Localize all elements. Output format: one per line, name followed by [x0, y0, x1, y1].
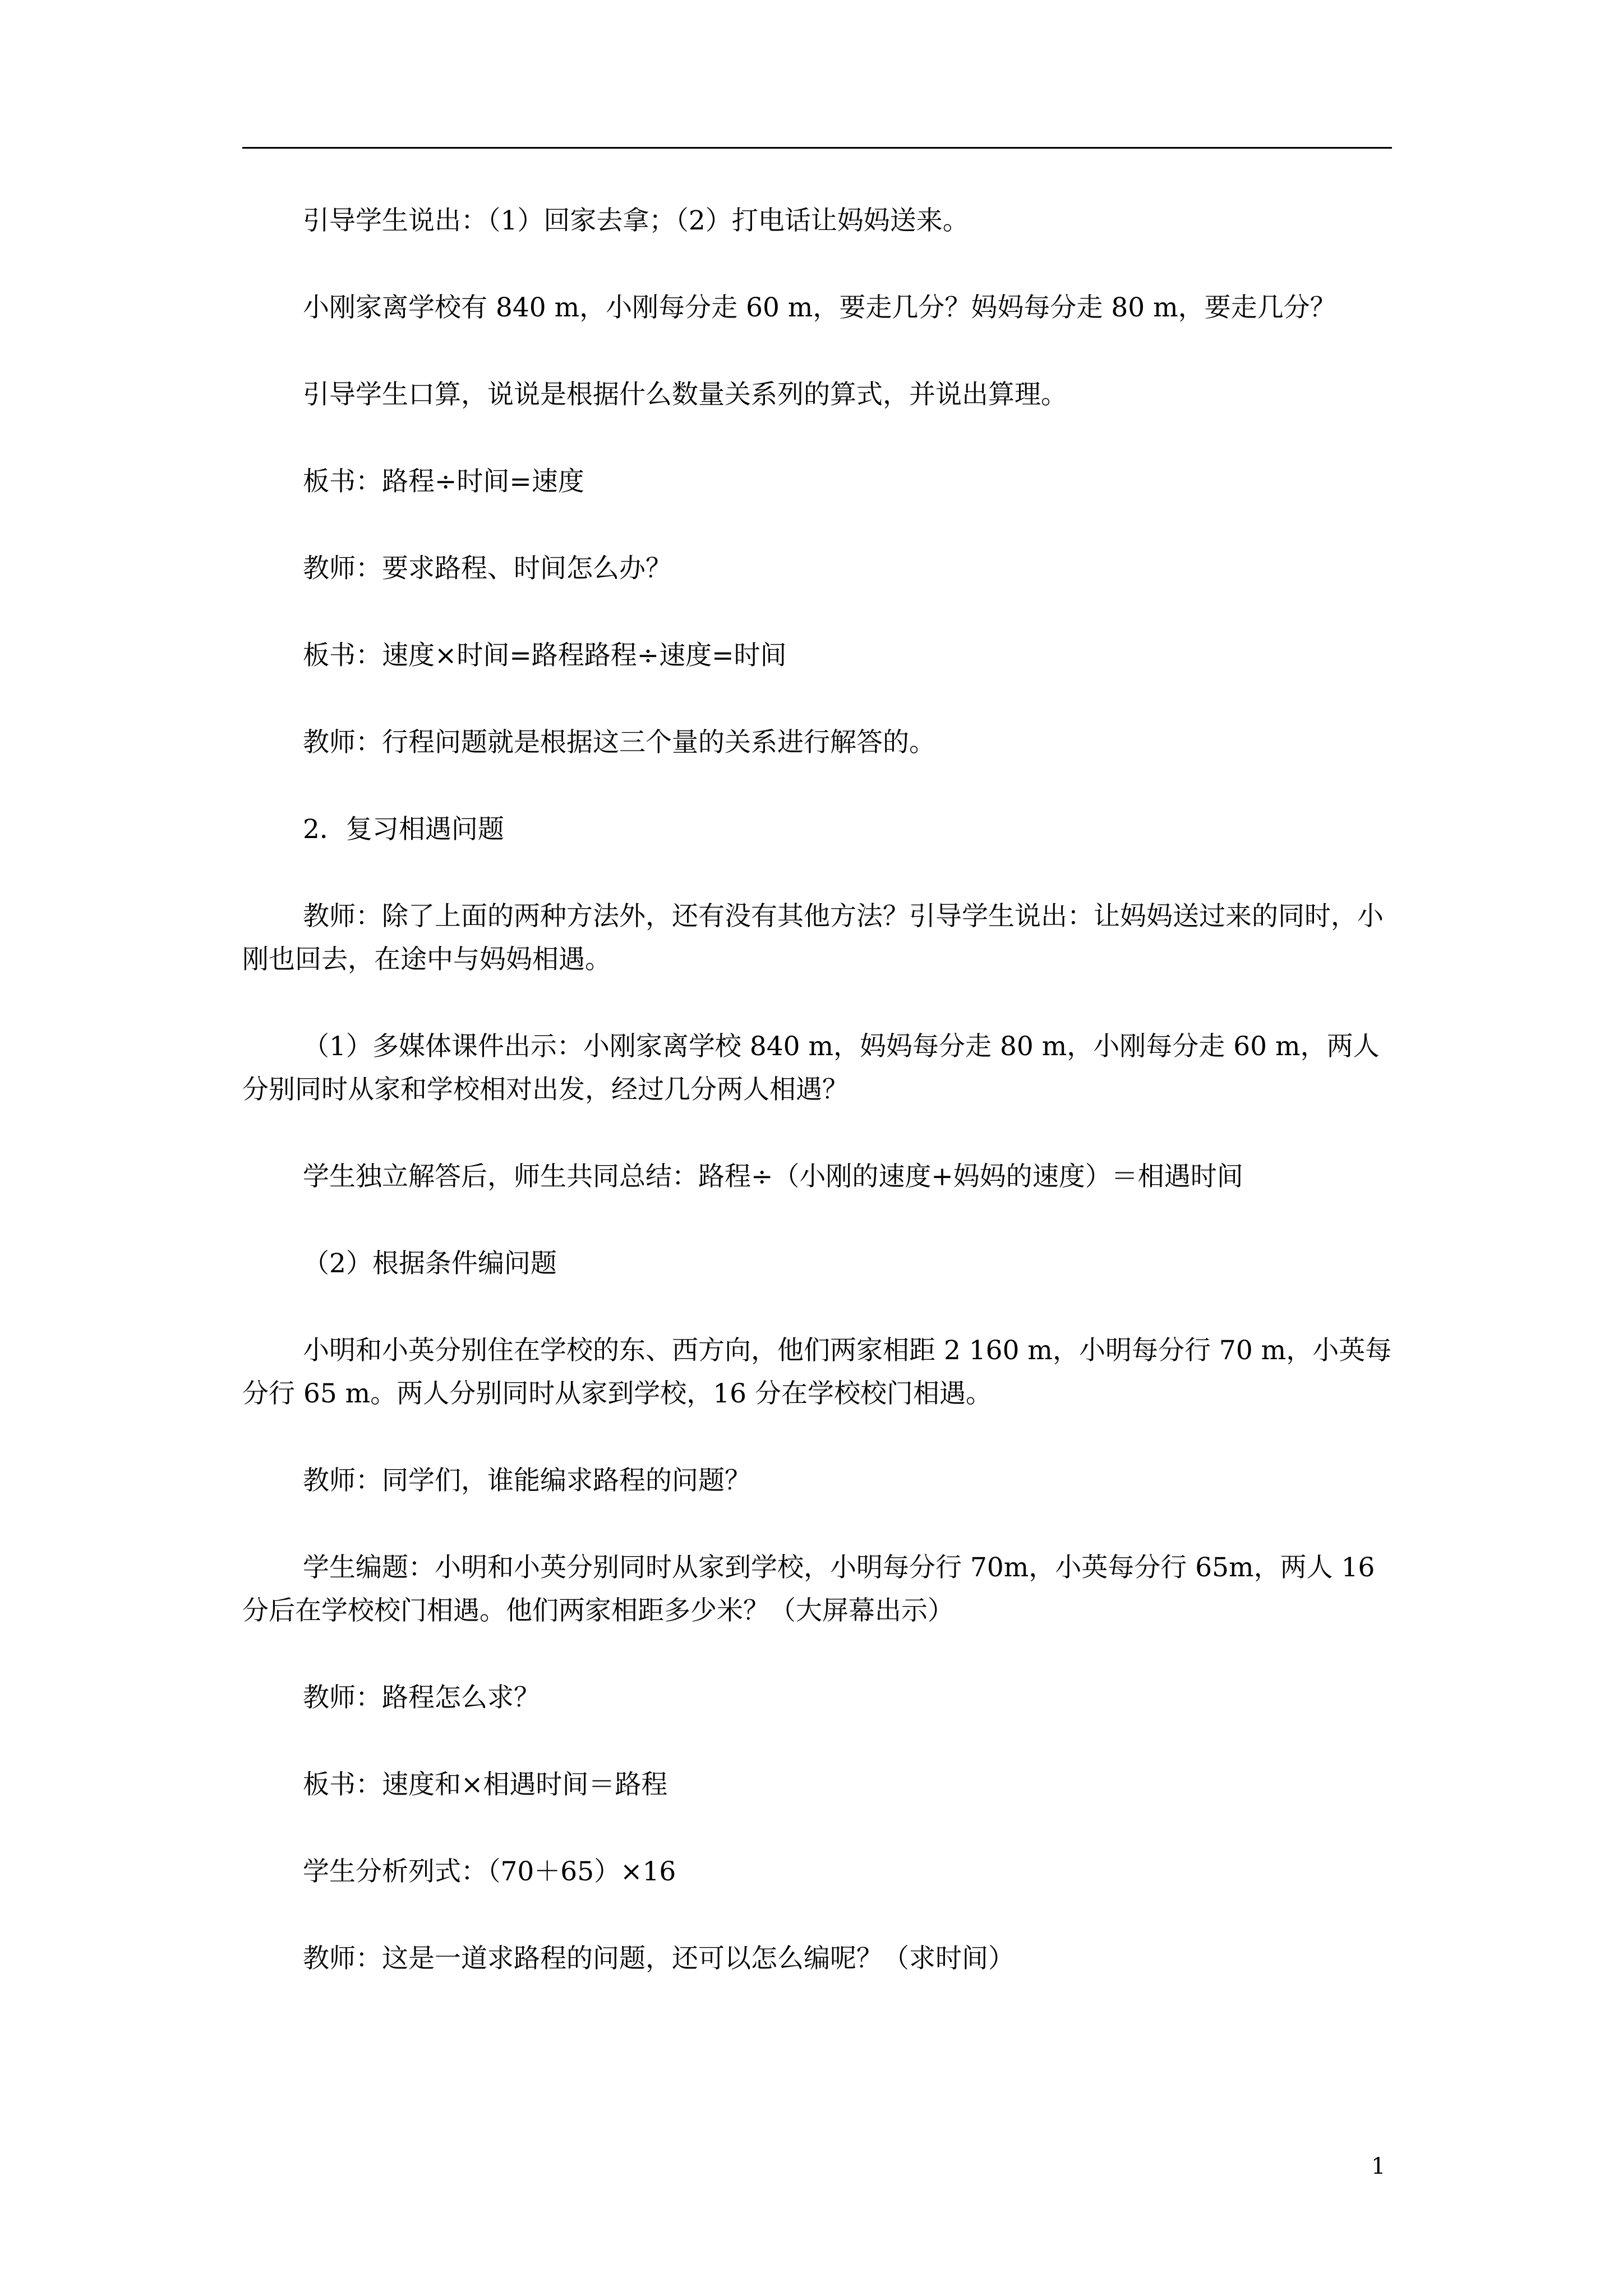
- paragraph: 教师：同学们，谁能编求路程的问题？: [303, 1465, 751, 1496]
- paragraph: 板书：速度×时间=路程路程÷速度=时间: [303, 640, 787, 671]
- paragraph: 学生独立解答后，师生共同总结：路程÷（小刚的速度+妈妈的速度）＝相遇时间: [303, 1161, 1243, 1192]
- paragraph: 教师：行程问题就是根据这三个量的关系进行解答的。: [303, 727, 935, 758]
- paragraph: 引导学生说出：（1）回家去拿；（2）打电话让妈妈送来。: [303, 205, 969, 236]
- paragraph: 引导学生口算，说说是根据什么数量关系列的算式，并说出算理。: [303, 379, 1067, 410]
- paragraph: 学生分析列式：（70＋65）×16: [303, 1856, 676, 1887]
- paragraph: （2）根据条件编问题: [303, 1248, 557, 1279]
- paragraph: （1）多媒体课件出示：小刚家离学校 840 m，妈妈每分走 80 m，小刚每分走 60 m，两人分别同时从家和学校相对出发，经过几分两人相遇？: [242, 1031, 1380, 1105]
- paragraph: 小明和小英分别住在学校的东、西方向，他们两家相距 2 160 m，小明每分行 70 m，小英每分行 65 m。两人分别同时从家到学校，16 分在学校校门相遇。: [242, 1335, 1392, 1409]
- paragraph: 教师：要求路程、时间怎么办？: [303, 553, 672, 584]
- paragraph: 学生编题：小明和小英分别同时从家到学校，小明每分行 70m，小英每分行 65m，两人 16 分后在学校校门相遇。他们两家相距多少米？（大屏幕出示）: [242, 1552, 1384, 1626]
- section-heading: 2．复习相遇问题: [303, 814, 504, 845]
- paragraph: 教师：这是一道求路程的问题，还可以怎么编呢？（求时间）: [303, 1943, 1015, 1974]
- paragraph: 教师：路程怎么求？: [303, 1682, 540, 1713]
- page-number: 1: [1371, 2154, 1386, 2179]
- paragraph: 教师：除了上面的两种方法外，还有没有其他方法？引导学生说出：让妈妈送过来的同时，小刚也回去，在途中与妈妈相遇。: [242, 901, 1384, 975]
- page-content: [242, 199, 1392, 2024]
- paragraph: 小刚家离学校有 840 m，小刚每分走 60 m，要走几分？妈妈每分走 80 m，要走几分？: [303, 292, 1336, 323]
- paragraph: 板书：路程÷时间=速度: [303, 466, 584, 497]
- paragraph: 板书：速度和×相遇时间＝路程: [303, 1769, 668, 1800]
- header-rule: [242, 147, 1392, 149]
